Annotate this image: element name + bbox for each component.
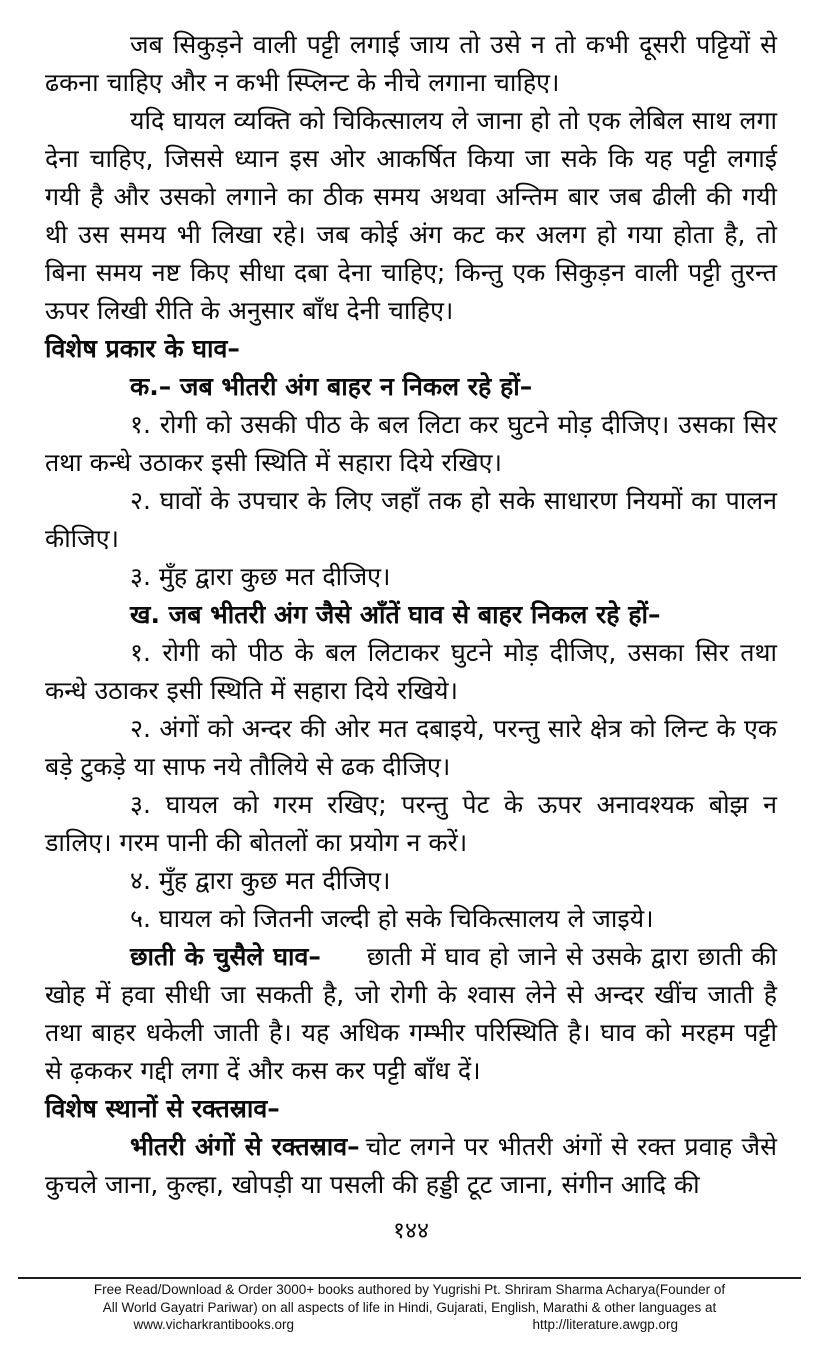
list-item-a3: ३. मुँह द्वारा कुछ मत दीजिए।	[130, 562, 391, 591]
list-item-b5: ५. घायल को जितनी जल्दी हो सके चिकित्सालय ले जाइये।	[130, 904, 654, 933]
footer-line-2: All World Gayatri Pariwar) on all aspects of life in Hindi, Gujarati, English, Marathi & other languages at	[102, 1299, 717, 1315]
heading-special-bleeding: विशेष स्थानों से रक्तस्राव–	[45, 1094, 280, 1123]
paragraph-chest-wounds	[45, 938, 777, 1090]
page-number: १४४	[393, 1218, 429, 1244]
list-item-a1: १. रोगी को उसकी पीठ के बल लिटा कर घुटने मोड़ दीजिए। उसका सिर तथा कन्धे उठाकर इसी स्थिति में सहारा दिये रखिए।	[45, 410, 777, 477]
page-content	[45, 26, 777, 1250]
list-item-a2: २. घावों के उपचार के लिए जहाँ तक हो सके साधारण नियमों का पालन कीजिए।	[45, 486, 777, 553]
paragraph-internal-bleeding	[45, 1128, 777, 1204]
heading-special-wounds: विशेष प्रकार के घाव–	[45, 334, 240, 363]
subheading-kha-organs-protruding: ख. जब भीतरी अंग जैसे आँतें घाव से बाहर निकल रहे हों–	[130, 600, 661, 629]
footer-url-right: http://literature.awgp.org	[532, 1317, 679, 1332]
list-item-b1: १. रोगी को पीठ के बल लिटाकर घुटने मोड़ दीजिए, उसका सिर तथा कन्धे उठाकर इसी स्थिति में सहारा दिये रखिये।	[45, 638, 777, 705]
chest-wounds-lead: छाती के चुसैले घाव–	[130, 942, 321, 971]
subheading-ka-organs-not-protruding: क.– जब भीतरी अंग बाहर न निकल रहे हों–	[130, 372, 533, 401]
list-item-b4: ४. मुँह द्वारा कुछ मत दीजिए।	[130, 866, 391, 895]
footer-url-left: www.vicharkrantibooks.org	[133, 1317, 295, 1332]
chest-wounds-body: छाती में घाव हो जाने से उसके द्वारा छाती की खोह में हवा सीधी जा सकती है, जो रोगी के श्वास लेने से अन्दर खींच जाती है तथा बाहर धकेली जाती है। यह अधिक गम्भीर परिस्थिति है। घाव को मरहम पट्टी से ढ़ककर गद्दी लगा दें और कस कर पट्टी बाँध दें।	[45, 942, 777, 1085]
internal-bleeding-body: चोट लगने पर भीतरी अंगों से रक्त प्रवाह जैसे कुचले जाना, कुल्हा, खोपड़ी या पसली की हड्डी टूट जाना, संगीन आदि की	[45, 1132, 777, 1199]
internal-bleeding-lead: भीतरी अंगों से रक्तस्राव–	[130, 1132, 360, 1161]
footer-links	[18, 1316, 801, 1334]
footer	[18, 1277, 801, 1334]
list-item-b2: २. अंगों को अन्दर की ओर मत दबाइये, परन्तु सारे क्षेत्र को लिन्ट के एक बड़े टुकड़े या साफ नये तौलिये से ढक दीजिए।	[45, 714, 777, 781]
paragraph-hospital-label: यदि घायल व्यक्ति को चिकित्सालय ले जाना हो तो एक लेबिल साथ लगा देना चाहिए, जिससे ध्यान इस ओर आकर्षित किया जा सके कि यह पट्टी लगाई गयी है और उसको लगाने का ठीक समय अथवा अन्तिम बार जब ढीली की गयी थी उस समय भी लिखा रहे। जब कोई अंग कट कर अलग हो गया होता है, तो बिना समय नष्ट किए सीधा दबा देना चाहिए; किन्तु एक सिकुड़न वाली पट्टी तुरन्त ऊपर लिखी रीति के अनुसार बाँध देनी चाहिए।	[45, 106, 777, 325]
paragraph-shrink-bandage: जब सिकुड़ने वाली पट्टी लगाई जाय तो उसे न तो कभी दूसरी पट्टियों से ढकना चाहिए और न कभी स्प्लिन्ट के नीचे लगाना चाहिए।	[45, 30, 777, 97]
list-item-b3: ३. घायल को गरम रखिए; परन्तु पेट के ऊपर अनावश्यक बोझ न डालिए। गरम पानी की बोतलों का प्रयोग न करें।	[45, 790, 777, 857]
footer-line-1: Free Read/Download & Order 3000+ books authored by Yugrishi Pt. Shriram Sharma Acharya(Founder of	[93, 1282, 726, 1297]
